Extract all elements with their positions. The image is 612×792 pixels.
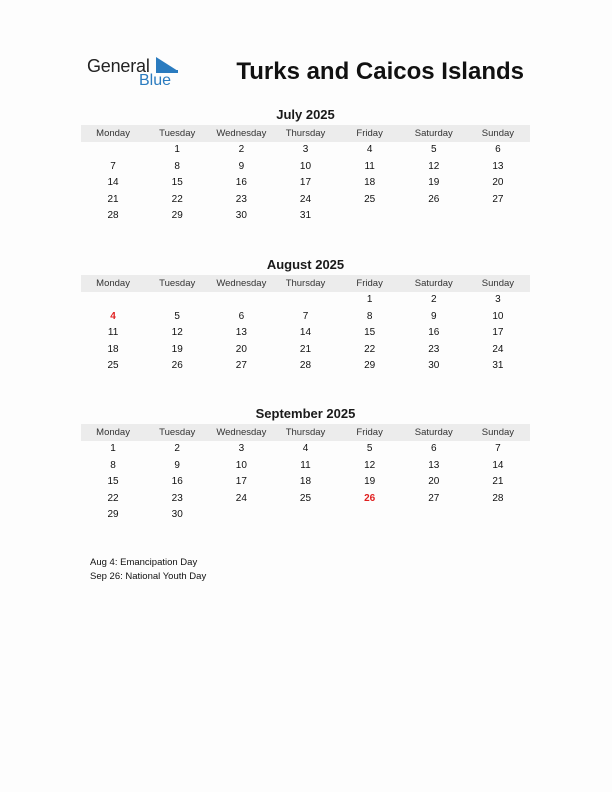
day-cell: 17 <box>235 476 247 488</box>
holiday-note: Aug 4: Emancipation Day <box>90 557 198 568</box>
day-cell: 8 <box>174 160 180 172</box>
day-cell: 27 <box>428 492 440 504</box>
day-cell: 8 <box>110 459 116 471</box>
empty-day-cell <box>402 507 466 524</box>
day-cell: 31 <box>299 210 312 222</box>
day-cell: 15 <box>171 177 183 189</box>
empty-day-cell <box>273 507 337 524</box>
day-cell: 20 <box>235 343 247 355</box>
day-cell: 7 <box>495 443 501 454</box>
day-cell: 21 <box>107 193 119 205</box>
weekday-label: Saturday <box>414 128 453 139</box>
day-cell: 27 <box>492 193 504 205</box>
day-cell: 22 <box>171 193 183 205</box>
day-cell: 1 <box>110 443 116 454</box>
weekday-label: Monday <box>96 278 130 289</box>
month-title: July 2025 <box>276 107 335 122</box>
empty-day-cell <box>466 507 530 524</box>
day-cell: 29 <box>171 210 183 222</box>
month-calendar <box>81 257 530 375</box>
day-cell: 26 <box>364 492 376 504</box>
week-row <box>81 342 530 359</box>
day-cell: 18 <box>364 177 376 189</box>
weekday-label: Tuesday <box>159 278 196 289</box>
weekday-label: Sunday <box>481 427 515 438</box>
logo-flag-icon <box>154 57 178 73</box>
day-cell: 5 <box>430 144 437 155</box>
day-cell: 8 <box>366 310 373 322</box>
day-cell: 2 <box>238 144 245 155</box>
day-cell: 10 <box>299 160 312 172</box>
day-cell: 13 <box>235 327 247 339</box>
day-cell: 17 <box>299 177 312 189</box>
day-cell: 2 <box>174 443 180 454</box>
month-calendar <box>81 107 530 225</box>
day-cell: 7 <box>110 160 116 172</box>
weekday-label: Thursday <box>285 128 326 139</box>
day-cell: 25 <box>107 360 119 372</box>
day-cell: 30 <box>428 360 440 372</box>
day-cell: 18 <box>299 476 312 488</box>
day-cell: 21 <box>492 476 504 488</box>
day-cell: 17 <box>492 327 504 339</box>
day-cell: 2 <box>430 294 437 305</box>
week-row <box>81 441 530 458</box>
empty-day-cell <box>81 142 145 159</box>
holiday-notes <box>90 556 206 584</box>
logo-text-blue: Blue <box>139 72 172 89</box>
day-cell: 20 <box>428 476 440 488</box>
empty-day-cell <box>209 507 273 524</box>
weekday-label: Monday <box>96 427 130 438</box>
week-row <box>81 292 530 309</box>
weekday-label: Saturday <box>414 278 453 289</box>
weekday-label: Saturday <box>414 427 453 438</box>
holiday-note: Sep 26: National Youth Day <box>90 571 207 582</box>
day-cell: 16 <box>428 327 440 339</box>
day-cell: 24 <box>235 492 247 504</box>
weekday-label: Sunday <box>481 278 515 289</box>
day-cell: 16 <box>235 177 247 189</box>
weekday-label: Tuesday <box>159 427 196 438</box>
day-cell: 21 <box>299 343 312 355</box>
day-cell: 24 <box>299 193 312 205</box>
day-cell: 6 <box>495 144 501 155</box>
empty-day-cell <box>209 292 273 309</box>
day-cell: 30 <box>171 509 183 521</box>
day-cell: 29 <box>107 509 119 521</box>
day-cell: 26 <box>428 193 440 205</box>
logo-text-general: General <box>87 56 150 76</box>
day-cell: 28 <box>492 492 504 504</box>
weekday-header <box>81 125 530 142</box>
day-cell: 5 <box>174 310 180 322</box>
page-title: Turks and Caicos Islands <box>236 58 524 85</box>
day-cell: 25 <box>299 492 312 504</box>
weekday-header <box>81 275 530 292</box>
empty-day-cell <box>81 292 145 309</box>
day-cell: 9 <box>238 160 245 172</box>
day-cell: 5 <box>366 443 373 454</box>
day-cell: 23 <box>428 343 440 355</box>
weekday-label: Wednesday <box>216 128 267 139</box>
day-cell: 26 <box>171 360 183 372</box>
day-cell: 24 <box>492 343 504 355</box>
day-cell: 12 <box>364 459 376 471</box>
week-row <box>81 358 530 375</box>
day-cell: 3 <box>495 294 501 305</box>
empty-day-cell <box>338 208 402 225</box>
day-cell: 1 <box>174 144 180 155</box>
day-cell: 31 <box>492 360 504 372</box>
day-cell: 14 <box>299 327 312 339</box>
weekday-label: Friday <box>356 128 383 139</box>
week-row <box>81 159 530 176</box>
week-row <box>81 208 530 225</box>
day-cell: 11 <box>107 327 119 339</box>
month-title: August 2025 <box>266 257 345 272</box>
weekday-label: Sunday <box>481 128 515 139</box>
day-cell: 9 <box>174 459 180 471</box>
empty-day-cell <box>466 208 530 225</box>
day-cell: 28 <box>107 210 119 222</box>
day-cell: 11 <box>364 160 375 172</box>
month-title: September 2025 <box>255 406 356 421</box>
weekday-label: Tuesday <box>159 128 196 139</box>
day-cell: 3 <box>238 443 245 454</box>
empty-day-cell <box>145 292 209 309</box>
day-cell: 14 <box>107 177 119 189</box>
day-cell: 29 <box>364 360 376 372</box>
day-cell: 19 <box>171 343 183 355</box>
day-cell: 18 <box>107 343 119 355</box>
week-row <box>81 491 530 508</box>
weekday-label: Wednesday <box>216 427 267 438</box>
day-cell: 4 <box>110 310 116 322</box>
day-cell: 3 <box>302 144 309 155</box>
day-cell: 15 <box>107 476 119 488</box>
day-cell: 1 <box>366 294 373 305</box>
day-cell: 30 <box>235 210 247 222</box>
weekday-label: Thursday <box>285 427 326 438</box>
weekday-label: Friday <box>356 427 383 438</box>
day-cell: 16 <box>171 476 183 488</box>
weekday-label: Monday <box>96 128 130 139</box>
week-row <box>81 325 530 342</box>
day-cell: 22 <box>364 343 376 355</box>
day-cell: 25 <box>364 193 376 205</box>
day-cell: 20 <box>492 177 504 189</box>
day-cell: 10 <box>235 459 247 471</box>
day-cell: 7 <box>302 310 309 322</box>
day-cell: 13 <box>428 459 440 471</box>
day-cell: 23 <box>235 193 247 205</box>
day-cell: 23 <box>171 492 183 504</box>
empty-day-cell <box>402 208 466 225</box>
week-row <box>81 309 530 326</box>
day-cell: 12 <box>428 160 440 172</box>
day-cell: 4 <box>366 144 373 155</box>
day-cell: 4 <box>302 443 309 454</box>
weekday-header <box>81 424 530 441</box>
weekday-label: Wednesday <box>216 278 267 289</box>
week-row <box>81 458 530 475</box>
day-cell: 13 <box>492 160 504 172</box>
day-cell: 14 <box>492 459 504 471</box>
day-cell: 19 <box>364 476 376 488</box>
day-cell: 10 <box>492 310 504 322</box>
week-row <box>81 192 530 209</box>
day-cell: 6 <box>430 443 437 454</box>
weekday-label: Thursday <box>285 278 326 289</box>
month-calendar <box>81 406 530 524</box>
day-cell: 15 <box>364 327 376 339</box>
week-row <box>81 507 530 524</box>
empty-day-cell <box>273 292 337 309</box>
day-cell: 6 <box>238 310 245 322</box>
week-row <box>81 474 530 491</box>
weekday-label: Friday <box>356 278 383 289</box>
empty-day-cell <box>338 507 402 524</box>
week-row <box>81 142 530 159</box>
day-cell: 28 <box>299 360 312 372</box>
day-cell: 12 <box>171 327 183 339</box>
week-row <box>81 175 530 192</box>
day-cell: 19 <box>428 177 440 189</box>
generalblue-logo <box>87 55 187 95</box>
day-cell: 11 <box>300 459 311 471</box>
day-cell: 9 <box>430 310 437 322</box>
day-cell: 22 <box>107 492 119 504</box>
day-cell: 27 <box>235 360 247 372</box>
